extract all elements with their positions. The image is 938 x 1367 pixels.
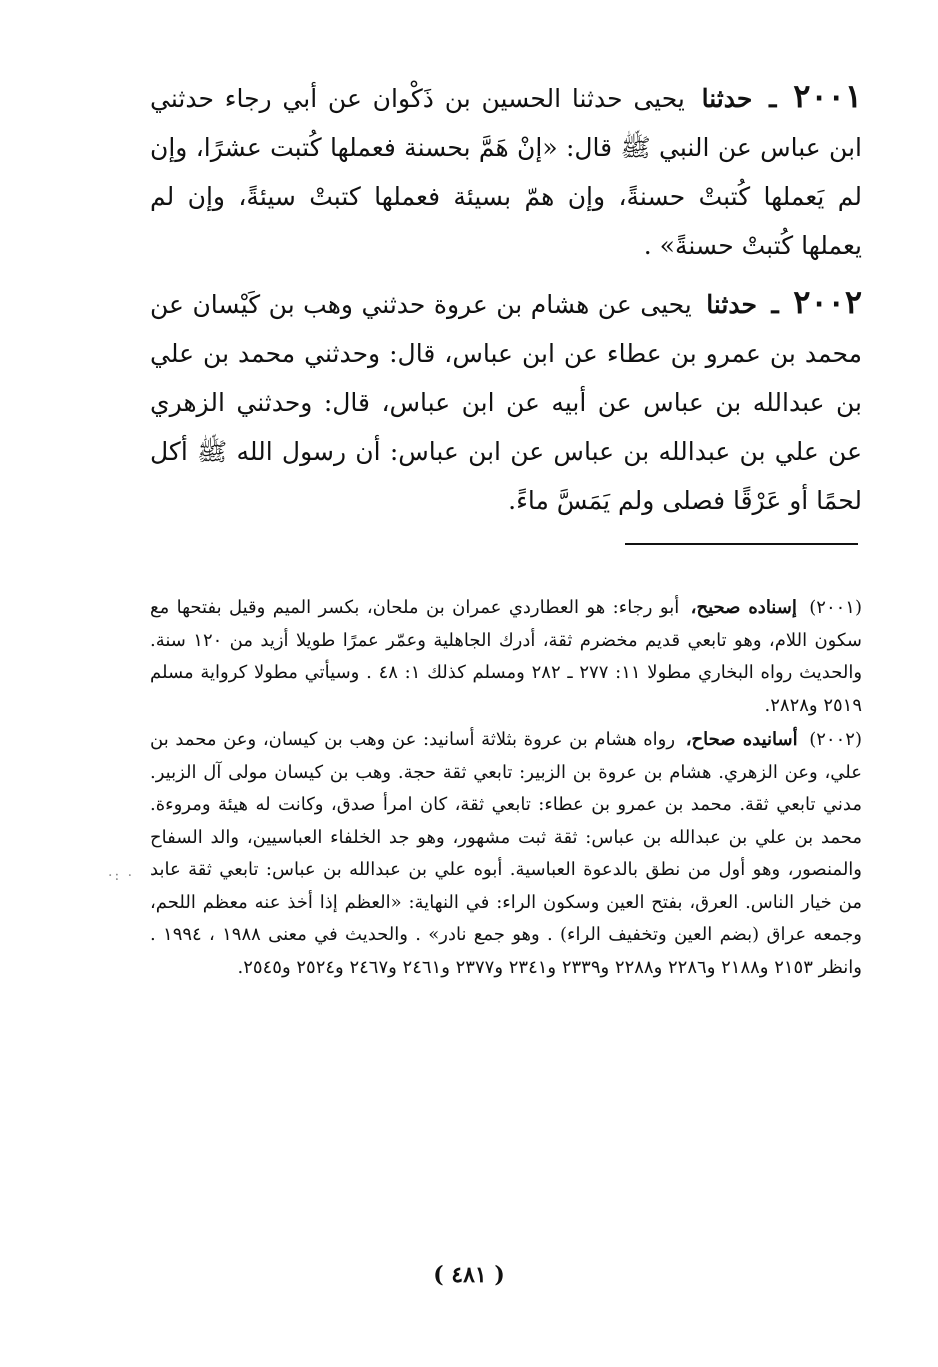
- hadith-lead-word: حدثنا: [701, 84, 753, 113]
- margin-mark: ·: ·: [108, 868, 135, 884]
- footnote-grade: أسانيده صحاح،: [685, 729, 798, 750]
- hadith-text-block: [150, 72, 862, 533]
- footnote-grade: إسناده صحيح،: [690, 597, 797, 618]
- footnote-2002: [150, 724, 862, 984]
- hadith-dash: ـ: [771, 290, 779, 319]
- hadith-body: يحيى عن هشام بن عروة حدثني وهب بن كَيْسان عن محمد بن عمرو بن عطاء عن ابن عباس، قال: وحدثني محمد بن علي بن عبدالله بن عباس عن أبيه عن ابن عباس، قال: وحدثني الزهري عن علي بن عبدالله بن عباس عن ابن عباس: أن رسول الله ﷺ أكل لحمًا أو عَرْقًا فصلى ولم يَمَسَّ ماءً.: [150, 290, 862, 515]
- hadith-2001: [150, 72, 862, 270]
- page-number: ( ٤٨١ ): [433, 1262, 505, 1288]
- hadith-number: ٢٠٠١: [793, 77, 862, 115]
- footnote-body: رواه هشام بن عروة بثلاثة أسانيد: عن وهب بن كيسان، وعن محمد بن علي، وعن الزهري. هشام بن عروة بن الزبير: تابعي ثقة حجة. وهب بن كيسان مولى آل الزبير. مدني تابعي ثقة. محمد بن عمرو بن عطاء: تابعي ثقة، كان امرأ صدق، وكانت له هيئة ومروءة. محمد بن علي بن عبدالله بن عباس: ثقة ثبت مشهور، وهو جد الخلفاء العباسيين، والد السفاح والمنصور، وهو أول من نطق بالدعوة العباسية. أبوه علي بن عبدالله بن عباس: تابعي ثقة عابد من خيار الناس. العرق، بفتح العين وسكون الراء: في النهاية: «العظم إذا أخذ عنه معظم اللحم، وجمعه عراق (بضم العين وتخفيف الراء) . وهو جمع نادر» . والحديث في معنى ١٩٨٨ ، ١٩٩٤ . وانظر ٢١٥٣ و٢١٨٨ و٢٢٨٦ و٢٢٨٨ و٢٣٣٩ و٢٣٤١ و٢٣٧٧ و٢٤٦١ و٢٤٦٧ و٢٥٢٤ و٢٥٤٥.: [150, 729, 862, 978]
- hadith-dash: ـ: [769, 84, 777, 113]
- footnote-body: أبو رجاء: هو العطاردي عمران بن ملحان، بكسر الميم وقيل بفتحها مع سكون اللام، وهو تابعي قديم مخضرم ثقة، أدرك الجاهلية وعمّر عمرًا طويلا أزيد من ١٢٠ سنة. والحديث رواه البخاري مطولا ١١: ٢٧٧ ـ ٢٨٢ ومسلم كذلك ١: ٤٨ . وسيأتي مطولا كرواية مسلم ٢٥١٩ و٢٨٢٨.: [150, 597, 863, 716]
- footnote-ref: (٢٠٠٢): [809, 729, 862, 750]
- hadith-lead-word: حدثنا: [706, 290, 757, 319]
- footnote-2001: [150, 592, 862, 722]
- hadith-number: ٢٠٠٢: [793, 283, 862, 321]
- footnotes-block: [150, 592, 862, 986]
- footnote-ref: (٢٠٠١): [809, 597, 862, 618]
- hadith-body: يحيى حدثنا الحسين بن ذَكْوان عن أبي رجاء حدثني ابن عباس عن النبي ﷺ قال: «إنْ هَمَّ بحسنة فعملها كُتبت عشرًا، وإن لم يَعملها كُتبتْ حسنةً، وإن همّ بسيئة فعملها كتبتْ سيئةً، وإن لم يعملها كُتبتْ حسنةً» .: [150, 84, 862, 260]
- footnote-separator: [625, 543, 858, 545]
- hadith-2002: [150, 278, 862, 525]
